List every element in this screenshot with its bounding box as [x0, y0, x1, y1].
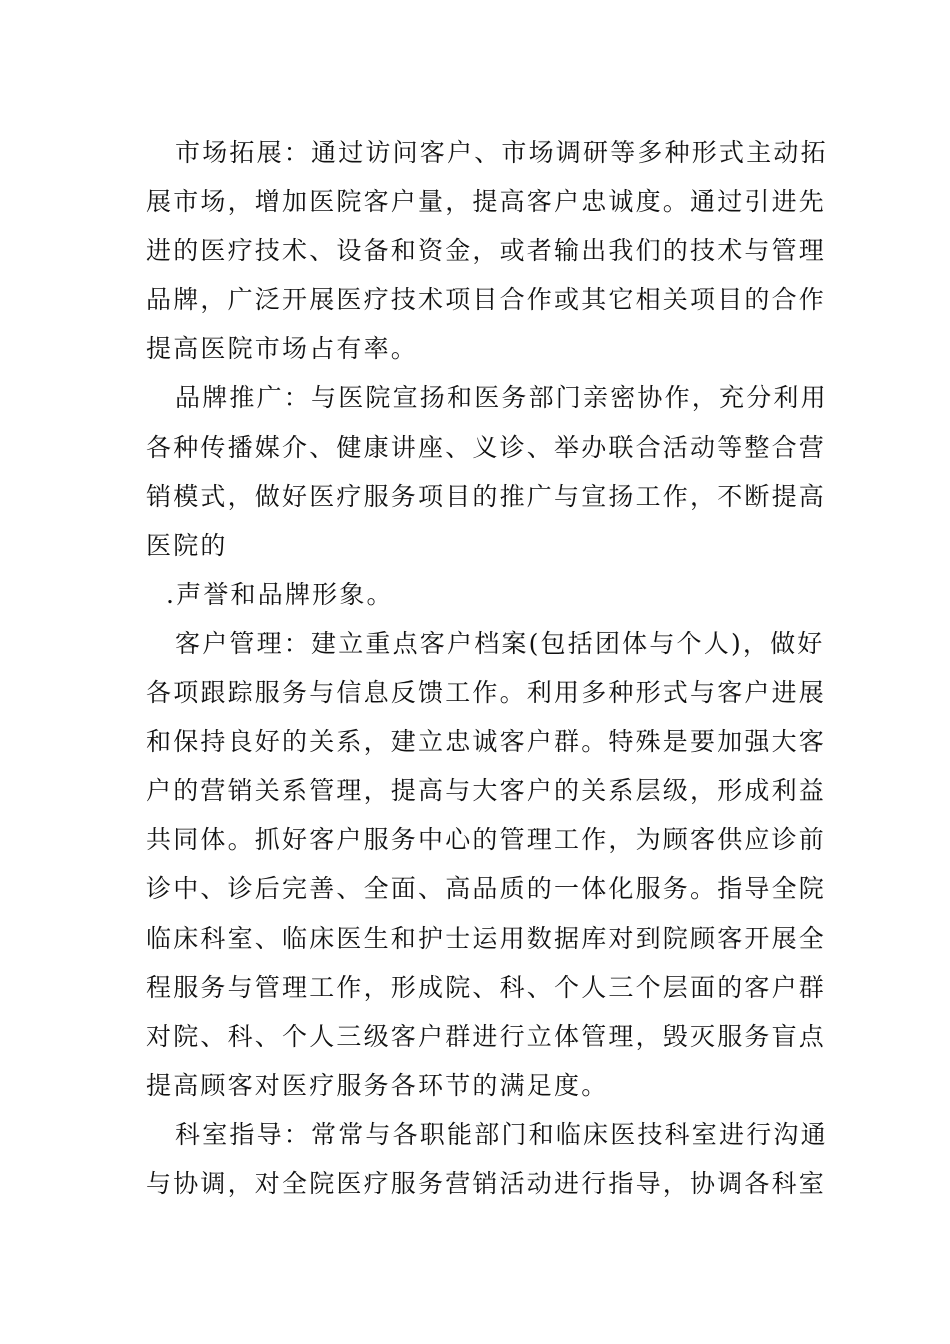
- text-line: 进的医疗技术、设备和资金，或者输出我们的技术与管理: [146, 236, 827, 266]
- text-line: 程服务与管理工作，形成院、科、个人三个层面的客户群: [146, 972, 827, 1002]
- text-line: 医院的: [146, 530, 228, 560]
- text-line: 销模式，做好医疗服务项目的推广与宣扬工作，不断提高: [146, 481, 827, 511]
- text-line: 对院、科、个人三级客户群进行立体管理，毁灭服务盲点: [146, 1021, 827, 1051]
- text-line: 各种传播媒介、健康讲座、义诊、举办联合活动等整合营: [146, 432, 827, 462]
- text-line: 提高顾客对医疗服务各环节的满足度。: [146, 1070, 609, 1100]
- text-line: 各项跟踪服务与信息反馈工作。利用多种形式与客户进展: [146, 678, 827, 708]
- text-line: 共同体。抓好客户服务中心的管理工作，为顾客供应诊前: [146, 825, 827, 855]
- text-line: 诊中、诊后完善、全面、高品质的一体化服务。指导全院: [146, 874, 827, 904]
- text-line: 户的营销关系管理，提高与大客户的关系层级，形成利益: [146, 776, 827, 806]
- text-line: 临床科室、临床医生和护士运用数据库对到院顾客开展全: [146, 923, 827, 953]
- text-line: 品牌推广：与医院宣扬和医务部门亲密协作，充分利用: [175, 383, 828, 413]
- text-line: 提高医院市场占有率。: [146, 334, 419, 364]
- text-line: 客户管理：建立重点客户档案(包括团体与个人)，做好: [175, 628, 825, 658]
- text-line: 和保持良好的关系，建立忠诚客户群。特殊是要加强大客: [146, 727, 827, 757]
- body-text: [146, 128, 828, 1208]
- text-line: 市场拓展：通过访问客户、市场调研等多种形式主动拓: [175, 138, 828, 167]
- text-line: 展市场，增加医院客户量，提高客户忠诚度。通过引进先: [146, 187, 827, 217]
- text-line: 与协调，对全院医疗服务营销活动进行指导，协调各科室: [146, 1168, 827, 1198]
- text-line: 品牌，广泛开展医疗技术项目合作或其它相关项目的合作: [146, 285, 827, 315]
- text-line: 科室指导：常常与各职能部门和临床医技科室进行沟通: [175, 1119, 828, 1149]
- text-line: .声誉和品牌形象。: [166, 579, 394, 609]
